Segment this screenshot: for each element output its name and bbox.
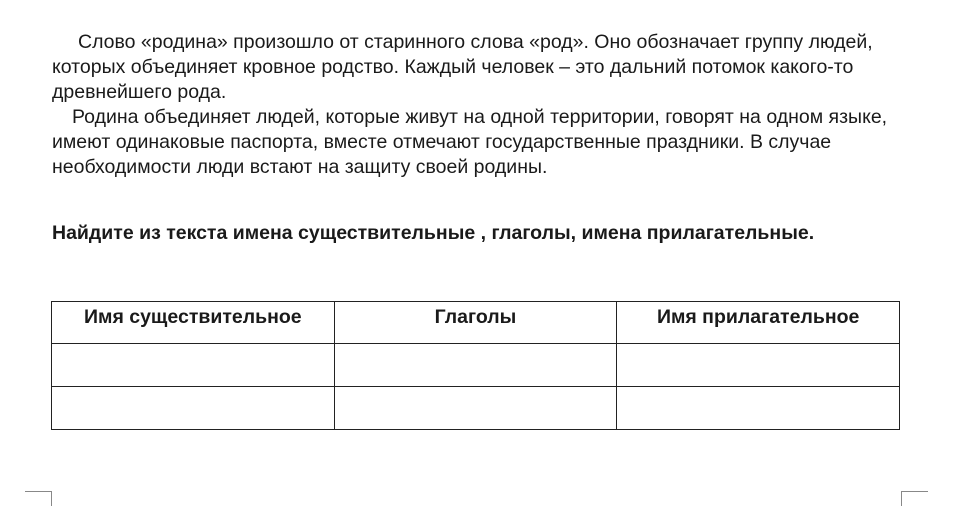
table-header-row — [52, 302, 900, 344]
header-nouns: Имя существительное — [52, 302, 335, 344]
table-cell-verbs[interactable] — [334, 387, 617, 430]
parts-of-speech-table — [51, 301, 900, 430]
document-text — [52, 30, 922, 180]
page-corner-mark-right — [901, 491, 928, 506]
table-row — [52, 344, 900, 387]
cropped-heading-fragment — [372, 0, 532, 3]
table-cell-adjectives[interactable] — [617, 344, 900, 387]
table-row — [52, 387, 900, 430]
paragraph-2: Родина объединяет людей, которые живут на одной территории, говорят на одном языке, имеют одинаковые паспорта, вместе отмечают государственные праздники. В случае необходимости люди встают на защиту своей родины. — [52, 106, 888, 178]
task-instruction: Найдите из текста имена существительные , глаголы, имена прилагательные. — [52, 222, 815, 244]
page-corner-mark-left — [25, 491, 52, 506]
table-cell-adjectives[interactable] — [617, 387, 900, 430]
paragraph-1: Слово «родина» произошло от старинного слова «род». Оно обозначает группу людей, которых объединяет кровное родство. Каждый человек – это дальний потомок какого-то древнейшего рода. — [52, 31, 873, 103]
header-verbs: Глаголы — [334, 302, 617, 344]
table-cell-verbs[interactable] — [334, 344, 617, 387]
table-cell-nouns[interactable] — [52, 344, 335, 387]
header-adjectives: Имя прилагательное — [617, 302, 900, 344]
table-cell-nouns[interactable] — [52, 387, 335, 430]
